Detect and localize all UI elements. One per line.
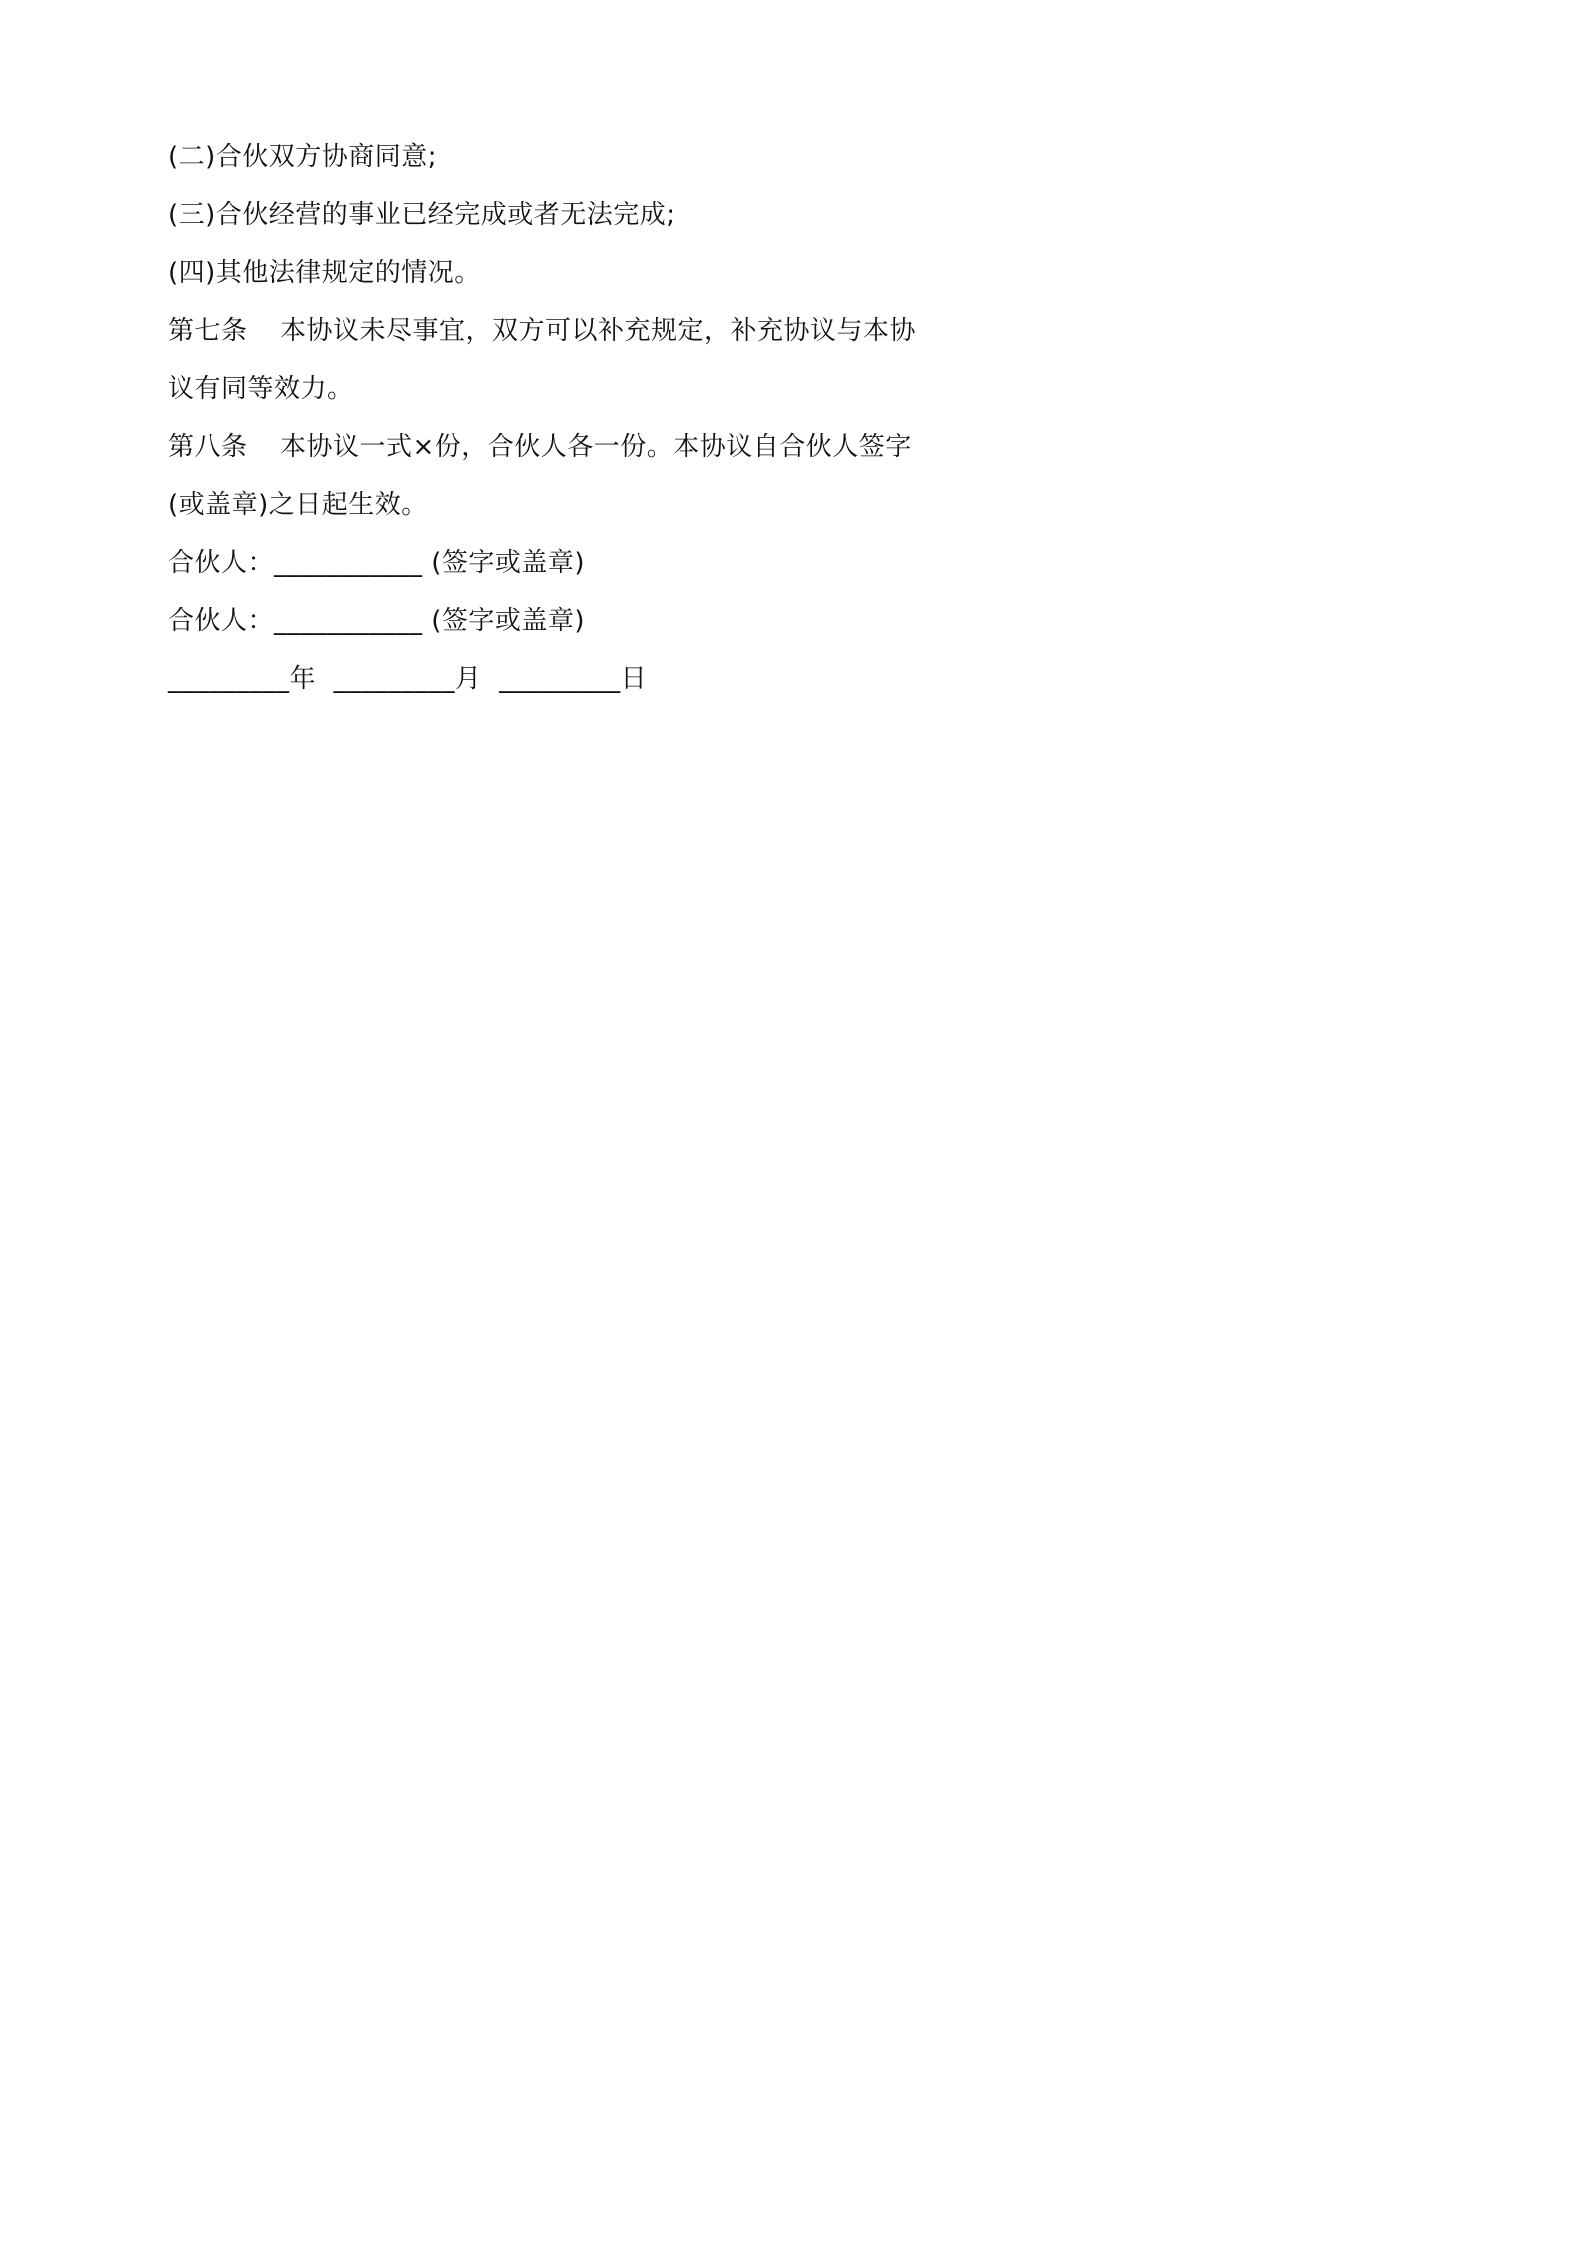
article-7-heading: 第七条 bbox=[168, 316, 248, 346]
signature-line-2 bbox=[168, 592, 948, 650]
article-8-heading: 第八条 bbox=[168, 432, 248, 462]
year-label: 年 bbox=[289, 664, 317, 694]
signature-label: 合伙人： bbox=[168, 548, 275, 578]
article-8-text-1: 本协议一式×份，合伙人各一份。本协议自合伙人签字 bbox=[280, 432, 912, 462]
day-label: 日 bbox=[620, 664, 648, 694]
document-page bbox=[0, 0, 1104, 1562]
clause-3: (三)合伙经营的事业已经完成或者无法完成; bbox=[168, 200, 676, 230]
month-label: 月 bbox=[455, 664, 482, 694]
signature-blank: ___________ bbox=[274, 606, 423, 636]
month-blank: _________ bbox=[333, 664, 456, 694]
signature-blank: ___________ bbox=[274, 548, 423, 578]
year-blank: _________ bbox=[168, 664, 290, 694]
clause-2: (二)合伙双方协商同意; bbox=[168, 142, 438, 172]
signature-label: 合伙人： bbox=[168, 606, 275, 636]
date-line bbox=[168, 650, 948, 708]
article-7-text-1: 本协议未尽事宜，双方可以补充规定，补充协议与本协 bbox=[280, 316, 917, 346]
clause-4: (四)其他法律规定的情况。 bbox=[168, 258, 481, 288]
signature-note: (签字或盖章) bbox=[431, 548, 586, 578]
document-body bbox=[168, 128, 948, 708]
signature-note: (签字或盖章) bbox=[431, 606, 586, 636]
article-8-line-1 bbox=[168, 418, 948, 476]
signature-line-1 bbox=[168, 534, 948, 592]
day-blank: _________ bbox=[499, 664, 621, 694]
article-8-line-2: (或盖章)之日起生效。 bbox=[168, 490, 428, 520]
article-7-line-2: 议有同等效力。 bbox=[168, 374, 354, 404]
article-7-line-1 bbox=[168, 302, 948, 360]
